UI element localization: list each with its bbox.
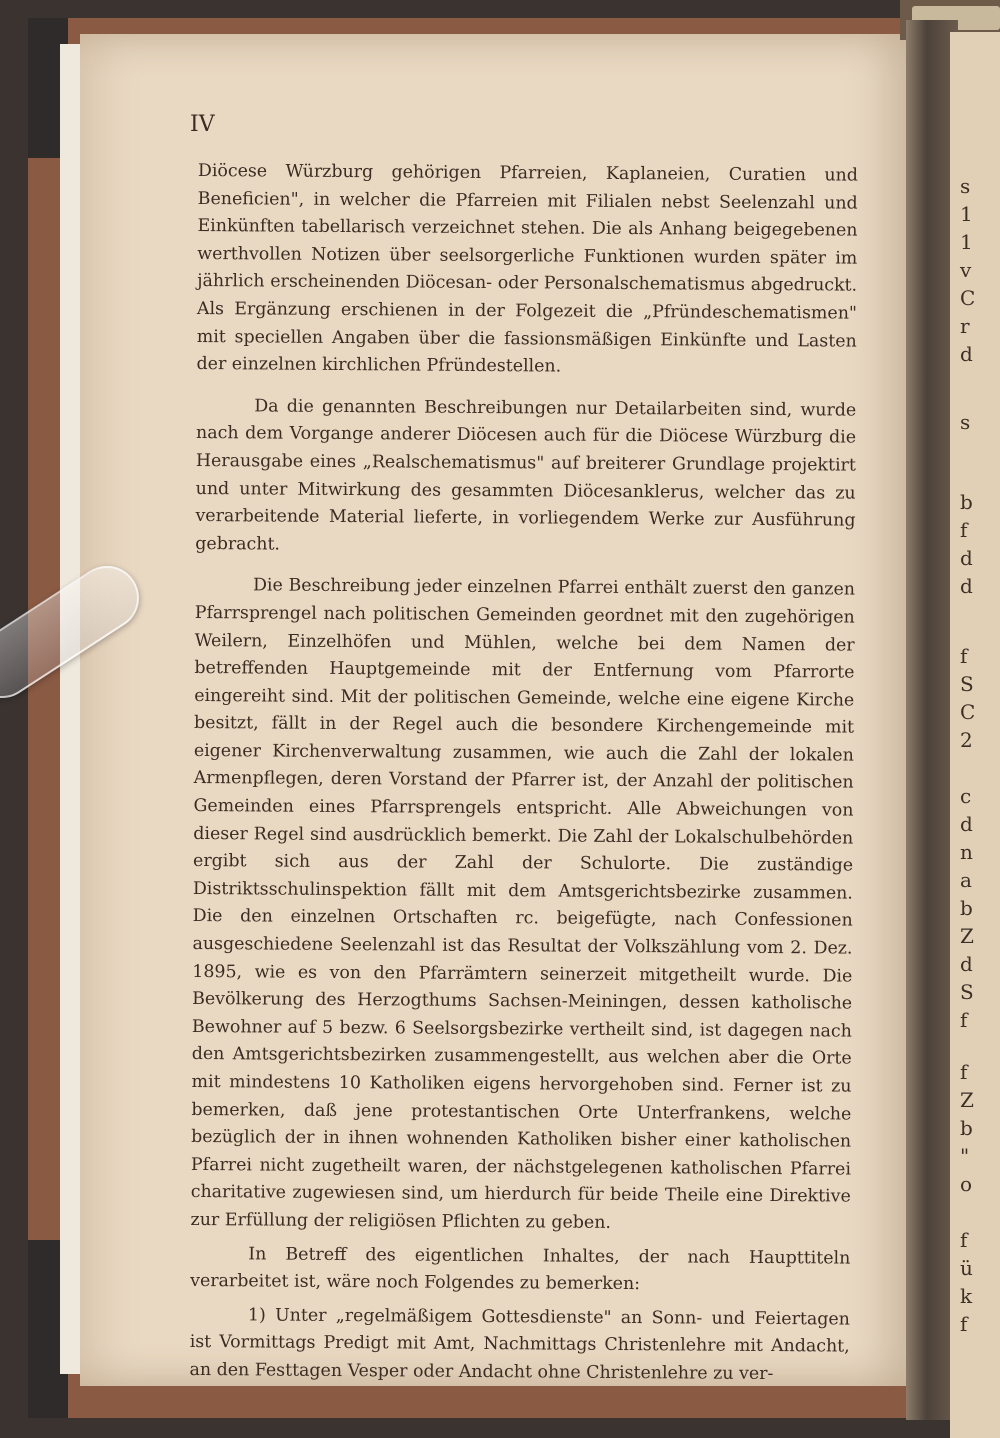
- facing-page-letter: c: [960, 784, 972, 808]
- facing-page-letter: C: [960, 286, 976, 310]
- facing-page-letter: Z: [960, 924, 974, 948]
- paragraph: In Betreff des eigentlichen Inhaltes, der nach Haupttiteln verarbeitet ist, wäre noch Folgendes zu bemerken:: [190, 1243, 851, 1295]
- facing-page-letter: f: [960, 518, 968, 542]
- facing-page-letter: b: [960, 1116, 973, 1140]
- facing-page-letter: S: [960, 980, 974, 1004]
- facing-page-letter: 1: [960, 230, 973, 254]
- facing-page-letter: s: [960, 410, 971, 434]
- facing-page-letter: v: [960, 258, 972, 282]
- facing-page-letter: n: [960, 840, 973, 864]
- facing-page-letter: 1: [960, 202, 973, 226]
- facing-page-letter: f: [960, 1008, 968, 1032]
- facing-page-letter: d: [960, 342, 973, 366]
- facing-page-letter: ": [960, 1144, 970, 1168]
- facing-page-letter: 2: [960, 728, 973, 752]
- facing-page-letter: ü: [960, 1256, 973, 1280]
- facing-page-letter: a: [960, 868, 972, 892]
- facing-page: [950, 32, 1000, 1438]
- page-body: [189, 158, 858, 1389]
- facing-page-letter: k: [960, 1284, 973, 1308]
- paragraph: Diöcese Würzburg gehörigen Pfarreien, Kaplaneien, Curatien und Beneficien", in welcher die Pfarreien mit Filialen nebst Seelenzahl und Einkünften tabellarisch verzeichnet stehen. Die als Anhang beigegebenen werthvollen Notizen über seelsorgerliche Funktionen wurden später im jährlich erscheinenden Diöcesan- oder Personalschematismus abgedruckt. Als Ergänzung erschienen in der Folgezeit die „Pfründeschematismen" mit speciellen Angaben über die fassionsmäßigen Einkünfte und Lasten der einzelnen kirchlichen Pfründestellen.: [196, 160, 858, 377]
- facing-page-letter: f: [960, 1312, 968, 1336]
- facing-page-letter: b: [960, 490, 973, 514]
- facing-page-letter: o: [960, 1172, 973, 1196]
- facing-page-letter: r: [960, 314, 970, 338]
- facing-page-letter: d: [960, 812, 973, 836]
- paragraph: Da die genannten Beschreibungen nur Detailarbeiten sind, wurde nach dem Vorgange anderer Diöcesen auch für die Diöcese Würzburg die Herausgabe eines „Realschematismus" auf breiterer Grundlage projektirt und unter Mitwirkung des gesammten Diöcesanklerus, welcher das zu verarbeitende Material lieferte, in vorliegendem Werke zur Ausführung gebracht.: [195, 396, 857, 555]
- facing-page-letter: f: [960, 1060, 968, 1084]
- facing-page-letter: Z: [960, 1088, 974, 1112]
- facing-page-letter: b: [960, 896, 973, 920]
- facing-page-letter: d: [960, 574, 973, 598]
- facing-page-letter: s: [960, 174, 971, 198]
- facing-page-letter: S: [960, 672, 974, 696]
- paragraph: Die Beschreibung jeder einzelnen Pfarrei enthält zuerst den ganzen Pfarrsprengel nach politischen Gemeinden geordnet mit den zugehörigen Weilern, Einzelhöfen und Mühlen, welche bei dem Namen der betreffenden Hauptgemeinde mit der Entfernung vom Pfarrorte eingereiht sind. Mit der politischen Gemeinde, welche eine eigene Kirche besitzt, fällt in der Regel auch die besondere Kirchengemeinde mit eigener Kirchenverwaltung zusammen, wie auch die Zahl der lokalen Armenpflegen, deren Vorstand der Pfarrer ist, der Anzahl der politischen Gemeinden eines Pfarrsprengels entspricht. Alle Abweichungen von dieser Regel sind ausdrücklich bemerkt. Die Zahl der Lokalschulbehörden ergibt sich aus der Zahl der Schulorte. Die zuständige Distriktsschulinspektion fällt mit dem Amtsgerichtsbezirke zusammen. Die den einzelnen Ortschaften rc. beigefügte, nach Confessionen ausgeschiedene Seelenzahl ist das Resultat der Volkszählung vom 2. Dez. 1895, wie es von den Pfarrämtern seinerzeit mitgetheilt wurde. Die Bevölkerung des Herzogthums Sachsen-Meiningen, dessen katholische Bewohner auf 5 bezw. 6 Seelsorgsbezirke vertheilt sind, ist dagegen nach den Amtsgerichtsbezirken zusammengestellt, aus welchen aber die Orte mit mindestens 10 Katholiken eigens hervorgehoben sind. Ferner ist zu bemerken, daß jene protestantischen Orte Unterfrankens, welche bezüglich der in ihnen wohnenden Katholiken bisher einer katholischen Pfarrei nicht zugetheilt waren, der nächstgelegenen katholischen Pfarrei charitative zugewiesen sind, um hierdurch für beide Theile eine Direktive zur Erfüllung der religiösen Pflichten zu geben.: [190, 575, 856, 1233]
- facing-page-letter: f: [960, 644, 968, 668]
- page-number: IV: [190, 112, 215, 137]
- facing-page-letter: C: [960, 700, 976, 724]
- facing-page-letter: d: [960, 546, 973, 570]
- paragraph: 1) Unter „regelmäßigem Gottesdienste" an Sonn- und Feiertagen ist Vormittags Predigt mit Amt, Nachmittags Christenlehre mit Andacht, an den Festtagen Vesper oder Andacht ohne Christenlehre zu ver-: [189, 1305, 850, 1384]
- facing-page-letter: f: [960, 1228, 968, 1252]
- facing-page-letter: d: [960, 952, 973, 976]
